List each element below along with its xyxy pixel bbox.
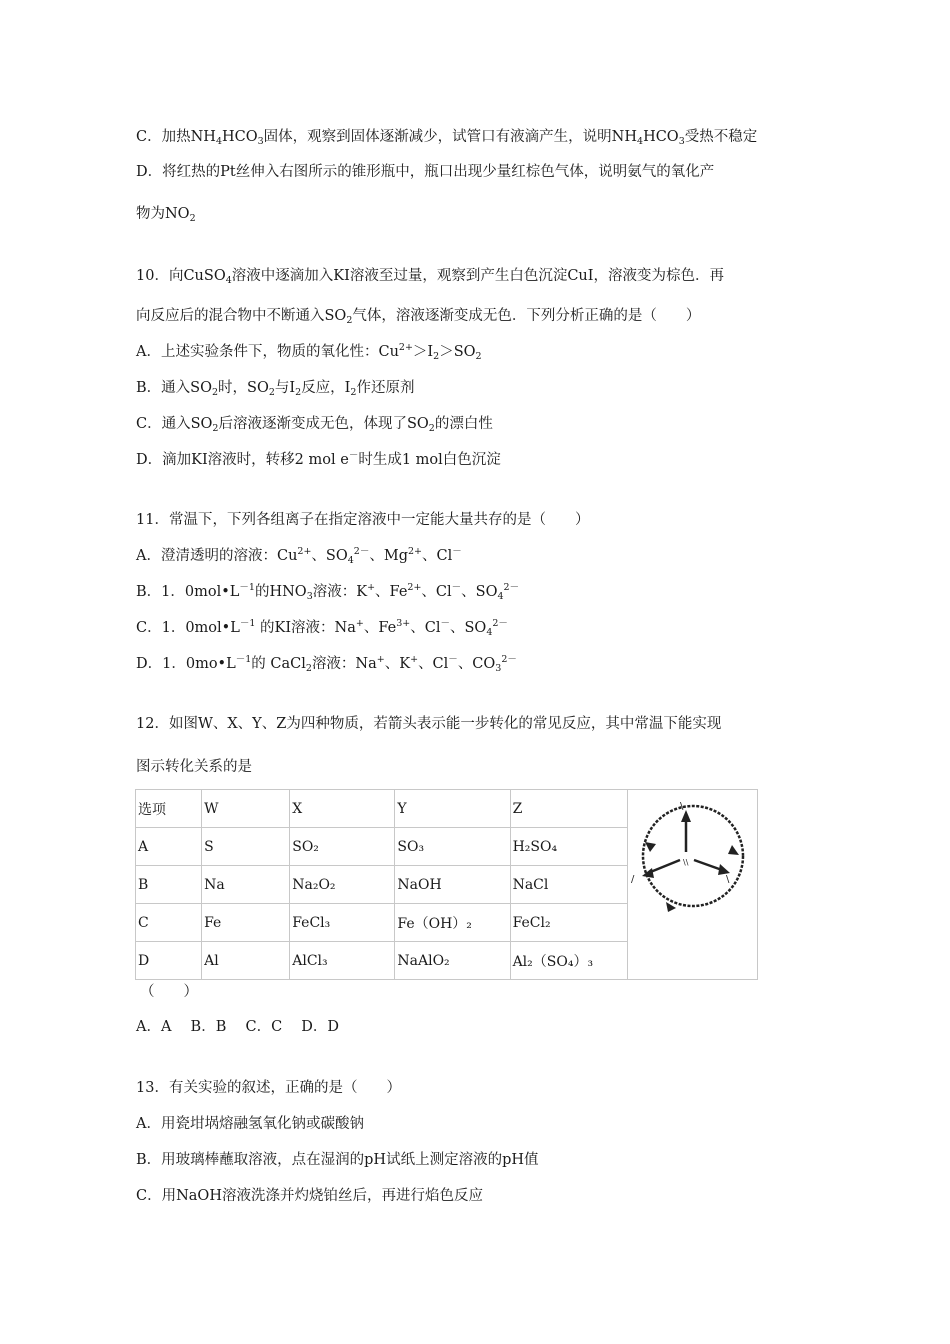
q9-option-d-cont: 物为$NO_2$ bbox=[136, 206, 196, 224]
q12-options-table bbox=[135, 789, 758, 980]
arrow-ring-head-right bbox=[728, 845, 739, 855]
q10-option-d: D．滴加KI溶液时，转移2 mol e－时生成1 mol白色沉淀 bbox=[136, 450, 501, 468]
q11-option-c: C．1．$0mol•L^{-1}$ 的KI溶液：Na+、$Fe^{3+}$、Cl－、$SO_4^{2-}$ bbox=[136, 618, 508, 638]
table-cell: D bbox=[136, 942, 202, 980]
table-header-cell: Y bbox=[395, 790, 510, 828]
table-header-cell: X bbox=[290, 790, 395, 828]
table-cell: AlCl₃ bbox=[290, 942, 395, 980]
table-header-cell: Z bbox=[510, 790, 627, 828]
q12-answer-paren: （ ） bbox=[140, 984, 198, 1000]
q12-choices: A．A B．B C．C D．D bbox=[136, 1019, 340, 1035]
q10-option-b: B．通入$SO_2$时，$SO_2$与$I_2$反应，$I_2$作还原剂 bbox=[136, 380, 415, 398]
q13-stem: 13．有关实验的叙述，正确的是（ ） bbox=[136, 1080, 401, 1096]
table-cell: A bbox=[136, 828, 202, 866]
table-cell: Al bbox=[202, 942, 290, 980]
label-top: \ bbox=[679, 801, 684, 812]
q10-stem-cont: 向反应后的混合物中不断通入$SO_2$气体，溶液逐渐变成无色．下列分析正确的是（ ） bbox=[136, 308, 701, 326]
q10-option-a: A．上述实验条件下，物质的氧化性：$Cu^{2+}>I_2>SO_2$ bbox=[136, 342, 482, 362]
q12-stem: 12．如图W、X、Y、Z为四种物质，若箭头表示能一步转化的常见反应，其中常温下能实现 bbox=[136, 716, 722, 732]
table-cell: NaCl bbox=[510, 866, 627, 904]
q13-option-a: A．用瓷坩埚熔融氢氧化钠或碳酸钠 bbox=[136, 1116, 364, 1132]
table-cell: NaOH bbox=[395, 866, 510, 904]
q12-stem-cont: 图示转化关系的是 bbox=[136, 759, 252, 775]
table-cell: Fe（OH）₂ bbox=[395, 904, 510, 942]
q11-option-b: B．1．$0mol•L^{-1}$的$HNO_3$溶液：K+、$Fe^{2+}$、Cl－、$SO_4^{2-}$ bbox=[136, 582, 520, 602]
q13-option-c: C．用NaOH溶液洗涤并灼烧铂丝后，再进行焰色反应 bbox=[136, 1188, 483, 1204]
arrow-left-head bbox=[642, 868, 654, 878]
q9-option-d: D．将红热的Pt丝伸入右图所示的锥形瓶中，瓶口出现少量红棕色气体，说明氨气的氧化产 bbox=[136, 164, 715, 180]
label-right: \ bbox=[725, 874, 730, 885]
table-cell: SO₂ bbox=[290, 828, 395, 866]
q10-stem: 10．向CuSO$_4$溶液中逐滴加入KI溶液至过量，观察到产生白色沉淀CuI，溶液变为棕色．再 bbox=[136, 268, 724, 286]
table-cell: C bbox=[136, 904, 202, 942]
table-cell: H₂SO₄ bbox=[510, 828, 627, 866]
table-cell: S bbox=[202, 828, 290, 866]
cycle-diagram-svg bbox=[628, 790, 758, 979]
table-cell: B bbox=[136, 866, 202, 904]
q11-option-a: A．澄清透明的溶液：$Cu^{2+}$、$SO_4^{2-}$、$Mg^{2+}$、Cl－ bbox=[136, 546, 462, 566]
q11-stem: 11．常温下，下列各组离子在指定溶液中一定能大量共存的是（ ） bbox=[136, 512, 590, 528]
label-left: / bbox=[630, 874, 635, 885]
table-cell: FeCl₃ bbox=[290, 904, 395, 942]
arrow-right bbox=[694, 860, 722, 870]
q10-option-c: C．通入$SO_2$后溶液逐渐变成无色，体现了$SO_2$的漂白性 bbox=[136, 416, 493, 434]
table-header-cell: 选项 bbox=[136, 790, 202, 828]
table-cell: Na₂O₂ bbox=[290, 866, 395, 904]
label-center: \\ bbox=[682, 858, 689, 867]
table-header-row bbox=[136, 790, 758, 828]
q9-option-c: C．加热$NH_4HCO_3$固体，观察到固体逐渐减少，试管口有液滴产生，说明$NH_4HCO_3$受热不稳定 bbox=[136, 129, 758, 147]
arrow-ring-head-left bbox=[645, 842, 656, 852]
table-cell: NaAlO₂ bbox=[395, 942, 510, 980]
table-cell: SO₃ bbox=[395, 828, 510, 866]
conversion-diagram bbox=[627, 790, 757, 980]
table-cell: Fe bbox=[202, 904, 290, 942]
table-cell: Na bbox=[202, 866, 290, 904]
q13-option-b: B．用玻璃棒蘸取溶液，点在湿润的pH试纸上测定溶液的pH值 bbox=[136, 1152, 539, 1168]
arrow-left bbox=[648, 860, 680, 873]
table-header-cell: W bbox=[202, 790, 290, 828]
table-cell: Al₂（SO₄）₃ bbox=[510, 942, 627, 980]
q11-option-d: D．1．$0mo•L^{-1}$的 CaCl$_2$溶液：Na+、K+、Cl－、$CO_3^{2-}$ bbox=[136, 654, 517, 674]
table-cell: FeCl₂ bbox=[510, 904, 627, 942]
